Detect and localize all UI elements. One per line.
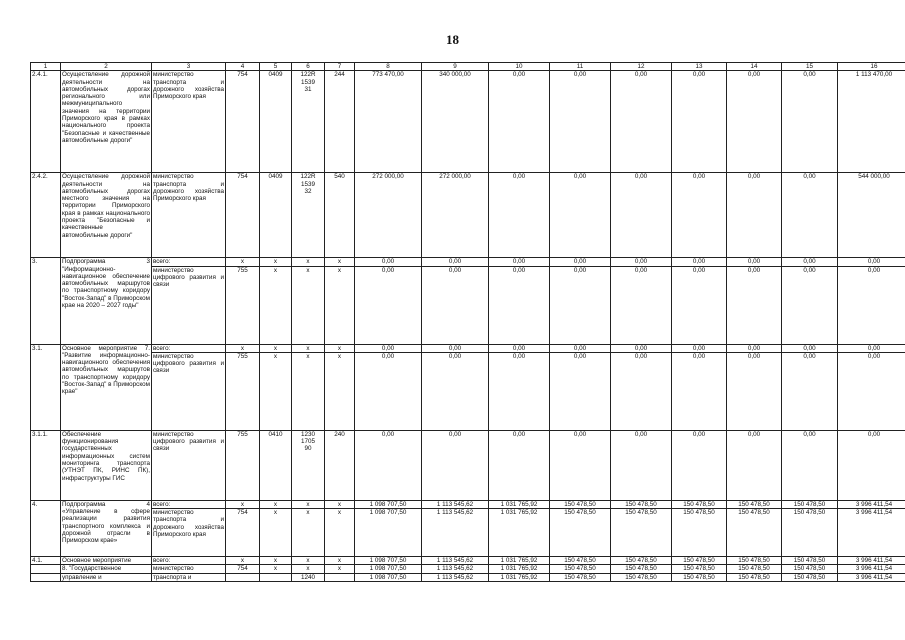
cell-value: 0,00 — [727, 258, 782, 266]
cell-value: 150 478,50 — [727, 509, 782, 557]
table-row — [31, 565, 905, 573]
table-row — [31, 258, 905, 266]
column-number: 1 — [31, 63, 61, 71]
table-row — [31, 266, 905, 344]
cell-value: 773 470,00 — [355, 71, 422, 173]
cell-value: 0,00 — [489, 430, 550, 500]
cell-value: 150 478,50 — [611, 557, 672, 565]
cell-value: 0,00 — [611, 430, 672, 500]
cell-value: 1 113 545,62 — [422, 565, 489, 573]
column-number: 9 — [422, 63, 489, 71]
cell-value: 0,00 — [550, 344, 611, 352]
cell-value: 0,00 — [727, 71, 782, 173]
column-number: 16 — [838, 63, 905, 71]
cell-value: 150 478,50 — [727, 500, 782, 508]
cell-total: 0,00 — [838, 344, 905, 352]
cell-x: x — [292, 352, 325, 430]
column-number: 4 — [226, 63, 260, 71]
cell-total: 1 113 470,00 — [838, 71, 905, 173]
cell-total: 0,00 — [838, 430, 905, 500]
cell-value: 0,00 — [782, 430, 838, 500]
row-executor: министерство транспорта и дорожного хозяйства Приморского края — [152, 509, 226, 557]
cell-grbs: 754 — [226, 71, 260, 173]
cell-x: x — [260, 557, 292, 565]
cell-value: 150 478,50 — [782, 557, 838, 565]
cell-value: 0,00 — [422, 266, 489, 344]
column-number: 2 — [61, 63, 152, 71]
column-number: 14 — [727, 63, 782, 71]
cell-grbs: 754 — [226, 173, 260, 258]
cell-value: 0,00 — [489, 266, 550, 344]
cell-x: x — [325, 352, 355, 430]
cell-value: 0,00 — [727, 173, 782, 258]
cell-value: 1 113 545,62 — [422, 500, 489, 508]
cell-csr: 1240 — [292, 573, 325, 581]
cell-x: x — [325, 266, 355, 344]
column-number-row — [31, 63, 905, 71]
cell-value: 0,00 — [611, 344, 672, 352]
cell-value: 1 098 707,50 — [355, 565, 422, 573]
row-executor: министерство цифрового развития и связи — [152, 430, 226, 500]
cell-x: x — [292, 344, 325, 352]
cell-x: x — [292, 509, 325, 557]
cell-value: 0,00 — [422, 430, 489, 500]
table-row — [31, 500, 905, 508]
cell-value: 1 113 545,62 — [422, 509, 489, 557]
table-row — [31, 352, 905, 430]
cell-value: 0,00 — [355, 266, 422, 344]
cell-value: 1 113 545,62 — [422, 573, 489, 581]
table-row — [31, 573, 905, 581]
cell-value: 0,00 — [782, 173, 838, 258]
column-number: 10 — [489, 63, 550, 71]
cell-vr: 540 — [325, 173, 355, 258]
cell-value: 0,00 — [672, 266, 727, 344]
cell-rzpr: 0410 — [260, 430, 292, 500]
cell-csr: 122R 1539 32 — [292, 173, 325, 258]
cell-csr: 122R 1539 31 — [292, 71, 325, 173]
cell-x: x — [325, 509, 355, 557]
cell-value: 150 478,50 — [672, 573, 727, 581]
cell-vr: 240 — [325, 430, 355, 500]
cell-value: 150 478,50 — [672, 557, 727, 565]
table-row — [31, 71, 905, 173]
table-row — [31, 509, 905, 557]
cell-vr — [325, 573, 355, 581]
cell-grbs: 754 — [226, 565, 260, 573]
row-name: Осуществление дорожной деятельности на автомобильных дорогах регионального или межмуниципального значения на территории Приморского края в рамках национального проекта "Безопасные и качественные автомобильные дороги" — [61, 71, 152, 173]
table-row — [31, 344, 905, 352]
cell-value: 0,00 — [782, 344, 838, 352]
cell-value: 150 478,50 — [550, 509, 611, 557]
total-label: всего: — [152, 557, 226, 565]
cell-value: 1 031 765,92 — [489, 509, 550, 557]
cell-value: 0,00 — [727, 352, 782, 430]
cell-value: 0,00 — [782, 352, 838, 430]
row-executor: министерство транспорта и дорожного хозяйства Приморского края — [152, 71, 226, 173]
cell-x: x — [226, 258, 260, 266]
cell-value: 0,00 — [672, 430, 727, 500]
column-number: 8 — [355, 63, 422, 71]
cell-rzpr: 0409 — [260, 71, 292, 173]
page-number: 18 — [446, 32, 459, 47]
cell-x: x — [292, 258, 325, 266]
row-name: управление и — [61, 573, 152, 581]
cell-total: 0,00 — [838, 352, 905, 430]
cell-x: x — [325, 258, 355, 266]
cell-value: 0,00 — [422, 344, 489, 352]
row-name: Обеспечение функционирования государственных информационных систем мониторинга транспорта (УТНЭТ ПК, РИНС ПК), инфраструктуры ГИС — [61, 430, 152, 500]
cell-value: 0,00 — [672, 344, 727, 352]
row-code: 3.1.1. — [31, 430, 61, 500]
cell-value: 1 098 707,50 — [355, 509, 422, 557]
cell-value: 1 031 765,92 — [489, 565, 550, 573]
row-executor: министерство — [152, 565, 226, 573]
cell-value: 1 113 545,62 — [422, 557, 489, 565]
cell-value: 1 098 707,50 — [355, 557, 422, 565]
cell-x: x — [260, 565, 292, 573]
row-executor: министерство цифрового развития и связи — [152, 266, 226, 344]
cell-value: 0,00 — [550, 266, 611, 344]
cell-value: 0,00 — [611, 71, 672, 173]
table-row — [31, 430, 905, 500]
cell-value: 340 000,00 — [422, 71, 489, 173]
row-code — [31, 565, 61, 573]
cell-total: 3 996 411,54 — [838, 565, 905, 573]
cell-value: 0,00 — [355, 258, 422, 266]
cell-x: x — [325, 557, 355, 565]
column-number: 6 — [292, 63, 325, 71]
cell-x: x — [226, 344, 260, 352]
total-label: всего: — [152, 258, 226, 266]
cell-value: 0,00 — [727, 430, 782, 500]
row-code: 4. — [31, 500, 61, 556]
cell-total: 544 000,00 — [838, 173, 905, 258]
cell-x: x — [226, 557, 260, 565]
row-name: Основное мероприятие 7. "Развитие информационно-навигационного обеспечения автомобильных маршрутов по транспортному коридору "Восток-Запад" в Приморском крае" — [61, 344, 152, 430]
cell-value: 150 478,50 — [611, 565, 672, 573]
cell-value: 150 478,50 — [611, 509, 672, 557]
cell-value: 0,00 — [550, 173, 611, 258]
cell-value: 150 478,50 — [550, 500, 611, 508]
column-number: 11 — [550, 63, 611, 71]
cell-value: 0,00 — [355, 344, 422, 352]
cell-value: 1 098 707,50 — [355, 573, 422, 581]
cell-grbs: 755 — [226, 352, 260, 430]
cell-x: x — [292, 565, 325, 573]
cell-value: 0,00 — [782, 258, 838, 266]
cell-value: 0,00 — [611, 258, 672, 266]
column-number: 7 — [325, 63, 355, 71]
cell-value: 150 478,50 — [550, 573, 611, 581]
budget-table — [30, 62, 905, 582]
cell-x: x — [260, 266, 292, 344]
cell-value: 150 478,50 — [672, 565, 727, 573]
cell-total: 3 996 411,54 — [838, 509, 905, 557]
cell-value: 0,00 — [611, 352, 672, 430]
row-name: Осуществление дорожной деятельности на автомобильных дорогах местного значения на территории Приморского края в рамках национального проекта "Безопасные и качественные автомобильные дороги" — [61, 173, 152, 258]
cell-value: 272 000,00 — [422, 173, 489, 258]
cell-value: 0,00 — [782, 71, 838, 173]
cell-grbs: 755 — [226, 266, 260, 344]
cell-value: 1 031 765,92 — [489, 573, 550, 581]
cell-value: 150 478,50 — [550, 557, 611, 565]
table-row — [31, 557, 905, 565]
cell-value: 0,00 — [489, 71, 550, 173]
cell-value: 0,00 — [355, 430, 422, 500]
cell-value: 150 478,50 — [611, 573, 672, 581]
cell-total: 3 996 411,54 — [838, 573, 905, 581]
cell-value: 150 478,50 — [611, 500, 672, 508]
cell-value: 0,00 — [611, 173, 672, 258]
row-name: Основное мероприятие — [61, 557, 152, 565]
cell-x: x — [292, 266, 325, 344]
cell-total: 3 996 411,54 — [838, 500, 905, 508]
cell-value: 0,00 — [782, 266, 838, 344]
cell-value: 150 478,50 — [782, 500, 838, 508]
cell-total: 3 996 411,54 — [838, 557, 905, 565]
cell-value: 0,00 — [611, 266, 672, 344]
cell-value: 150 478,50 — [782, 565, 838, 573]
cell-x: x — [260, 352, 292, 430]
cell-value: 0,00 — [727, 266, 782, 344]
column-number: 5 — [260, 63, 292, 71]
row-code: 3.1. — [31, 344, 61, 430]
cell-grbs — [226, 573, 260, 581]
cell-value: 0,00 — [422, 258, 489, 266]
cell-grbs: 754 — [226, 509, 260, 557]
row-code: 2.4.2. — [31, 173, 61, 258]
cell-total: 0,00 — [838, 258, 905, 266]
row-code: 3. — [31, 258, 61, 344]
cell-grbs: 755 — [226, 430, 260, 500]
cell-value: 0,00 — [672, 258, 727, 266]
cell-value: 150 478,50 — [782, 509, 838, 557]
cell-vr: 244 — [325, 71, 355, 173]
row-code — [31, 573, 61, 581]
cell-rzpr — [260, 573, 292, 581]
cell-x: x — [325, 344, 355, 352]
column-number: 3 — [152, 63, 226, 71]
column-number: 13 — [672, 63, 727, 71]
cell-value: 150 478,50 — [727, 557, 782, 565]
row-code: 4.1. — [31, 557, 61, 565]
cell-value: 0,00 — [489, 352, 550, 430]
cell-x: x — [226, 500, 260, 508]
cell-csr: 1230 1705 90 — [292, 430, 325, 500]
cell-rzpr: 0409 — [260, 173, 292, 258]
row-executor: транспорта и — [152, 573, 226, 581]
cell-value: 0,00 — [489, 344, 550, 352]
cell-value: 0,00 — [489, 173, 550, 258]
row-name: Подпрограмма 4 «Управление в сфере реализации развития транспортного комплекса и дорожной отрасли в Приморском крае» — [61, 500, 152, 556]
cell-value: 0,00 — [550, 258, 611, 266]
cell-value: 0,00 — [550, 352, 611, 430]
cell-value: 0,00 — [355, 352, 422, 430]
cell-value: 1 031 765,92 — [489, 557, 550, 565]
cell-x: x — [325, 565, 355, 573]
row-name: Подпрограмма 3 "Информационно-навигационное обеспечение автомобильных маршрутов по транспортному коридору "Восток-Запад" в Приморском крае на 2020 – 2027 годы" — [61, 258, 152, 344]
cell-value: 150 478,50 — [672, 509, 727, 557]
cell-value: 0,00 — [550, 71, 611, 173]
cell-value: 150 478,50 — [727, 565, 782, 573]
row-executor: министерство транспорта и дорожного хозяйства Приморского края — [152, 173, 226, 258]
total-label: всего: — [152, 500, 226, 508]
cell-x: x — [260, 500, 292, 508]
cell-value: 0,00 — [489, 258, 550, 266]
cell-value: 0,00 — [672, 71, 727, 173]
cell-value: 150 478,50 — [782, 573, 838, 581]
row-code: 2.4.1. — [31, 71, 61, 173]
row-executor: министерство цифрового развития и связи — [152, 352, 226, 430]
cell-value: 0,00 — [672, 173, 727, 258]
cell-x: x — [260, 258, 292, 266]
cell-value: 0,00 — [422, 352, 489, 430]
cell-value: 0,00 — [550, 430, 611, 500]
cell-x: x — [292, 557, 325, 565]
column-number: 12 — [611, 63, 672, 71]
cell-value: 0,00 — [672, 352, 727, 430]
cell-value: 150 478,50 — [550, 565, 611, 573]
column-number: 15 — [782, 63, 838, 71]
row-name: 8. "Государственное — [61, 565, 152, 573]
cell-value: 1 031 765,92 — [489, 500, 550, 508]
total-label: всего: — [152, 344, 226, 352]
cell-x: x — [325, 500, 355, 508]
cell-value: 150 478,50 — [672, 500, 727, 508]
cell-value: 0,00 — [727, 344, 782, 352]
cell-x: x — [260, 509, 292, 557]
cell-value: 1 098 707,50 — [355, 500, 422, 508]
cell-x: x — [292, 500, 325, 508]
table-row — [31, 173, 905, 258]
cell-total: 0,00 — [838, 266, 905, 344]
cell-x: x — [260, 344, 292, 352]
cell-value: 272 000,00 — [355, 173, 422, 258]
cell-value: 150 478,50 — [727, 573, 782, 581]
